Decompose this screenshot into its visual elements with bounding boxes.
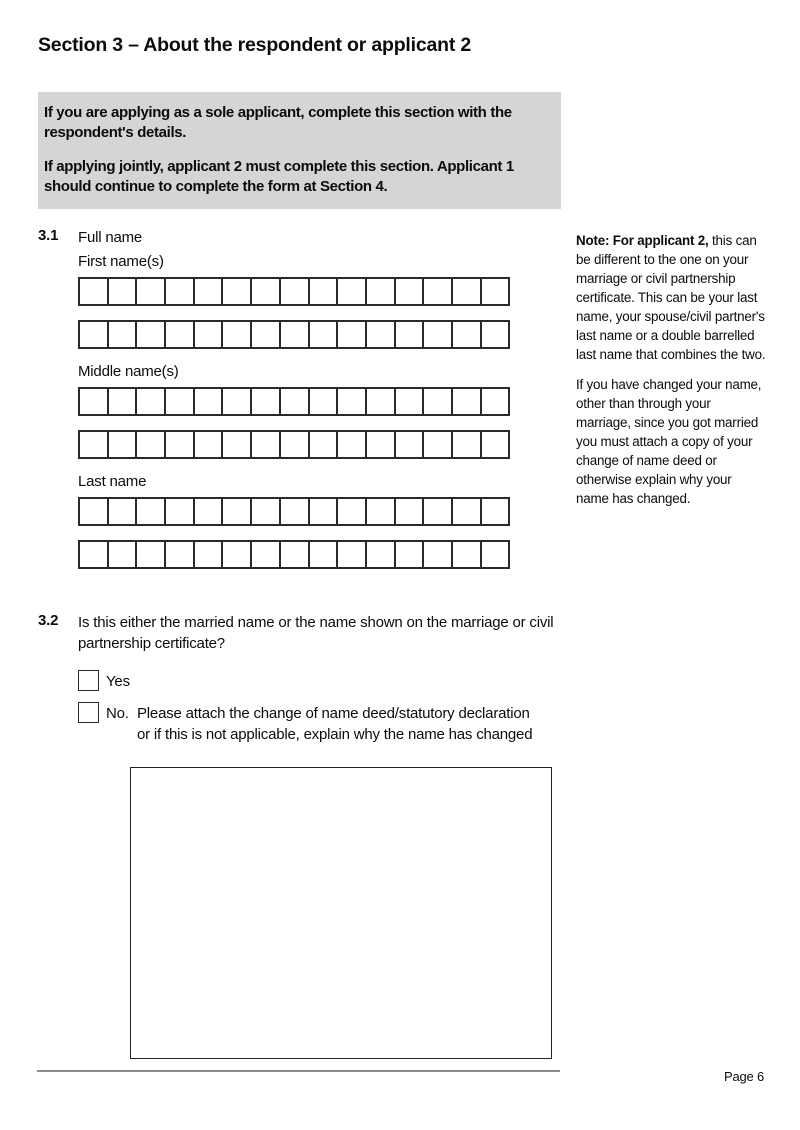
char-box[interactable]	[193, 540, 224, 569]
char-box[interactable]	[279, 540, 310, 569]
question-label: Full name	[78, 229, 143, 246]
char-box[interactable]	[336, 497, 367, 526]
question-number: 3.1	[38, 227, 59, 244]
question-3-1	[38, 227, 560, 248]
char-box[interactable]	[394, 430, 425, 459]
char-box[interactable]	[250, 430, 281, 459]
char-box[interactable]	[78, 497, 109, 526]
char-box[interactable]	[279, 387, 310, 416]
char-box[interactable]	[135, 540, 166, 569]
char-box[interactable]	[451, 430, 482, 459]
margin-note	[576, 231, 766, 508]
char-box[interactable]	[422, 540, 453, 569]
instruction-paragraph: If applying jointly, applicant 2 must complete this section. Applicant 1 should continue to complete the form at Section 4.	[44, 158, 514, 195]
footer-rule	[37, 1070, 560, 1072]
char-box[interactable]	[193, 497, 224, 526]
char-box[interactable]	[422, 430, 453, 459]
char-box[interactable]	[365, 320, 396, 349]
char-box[interactable]	[250, 540, 281, 569]
char-row-last-name-2	[78, 540, 540, 569]
char-box[interactable]	[164, 277, 195, 306]
char-box[interactable]	[250, 497, 281, 526]
char-box[interactable]	[336, 540, 367, 569]
char-box[interactable]	[394, 540, 425, 569]
char-box[interactable]	[78, 430, 109, 459]
option-yes	[78, 670, 130, 692]
char-box[interactable]	[135, 387, 166, 416]
char-box[interactable]	[107, 497, 138, 526]
char-box[interactable]	[480, 387, 511, 416]
char-box[interactable]	[78, 277, 109, 306]
margin-note-paragraph: If you have changed your name, other than through your marriage, since you got married you must attach a copy of your change of name deed or otherwise explain why your name has changed.	[576, 377, 762, 506]
char-box[interactable]	[394, 387, 425, 416]
char-box[interactable]	[480, 320, 511, 349]
char-box[interactable]	[164, 540, 195, 569]
char-box[interactable]	[336, 430, 367, 459]
char-box[interactable]	[308, 320, 339, 349]
char-box[interactable]	[135, 430, 166, 459]
char-box[interactable]	[107, 320, 138, 349]
char-box[interactable]	[451, 540, 482, 569]
char-box[interactable]	[164, 387, 195, 416]
char-box[interactable]	[164, 497, 195, 526]
char-row-first-name-2	[78, 320, 540, 349]
char-box[interactable]	[480, 540, 511, 569]
field-label-first-name: First name(s)	[78, 253, 164, 270]
char-box[interactable]	[308, 387, 339, 416]
char-box[interactable]	[193, 430, 224, 459]
char-box[interactable]	[422, 497, 453, 526]
page-number: Page 6	[723, 1069, 764, 1084]
page-title: Section 3 – About the respondent or applicant 2	[38, 34, 472, 56]
char-box[interactable]	[308, 540, 339, 569]
yes-label: Yes	[106, 673, 130, 690]
char-box[interactable]	[107, 387, 138, 416]
no-checkbox[interactable]	[78, 702, 99, 723]
char-box[interactable]	[250, 320, 281, 349]
char-box[interactable]	[394, 497, 425, 526]
char-row-middle-name-2	[78, 430, 540, 459]
char-box[interactable]	[78, 387, 109, 416]
char-box[interactable]	[451, 387, 482, 416]
char-box[interactable]	[422, 387, 453, 416]
instruction-box	[38, 92, 561, 209]
char-box[interactable]	[480, 430, 511, 459]
char-box[interactable]	[221, 277, 252, 306]
char-box[interactable]	[365, 497, 396, 526]
char-box[interactable]	[336, 387, 367, 416]
char-box[interactable]	[365, 540, 396, 569]
field-first-name	[78, 253, 540, 349]
no-prefix: No.	[106, 705, 129, 722]
char-box[interactable]	[78, 320, 109, 349]
char-box[interactable]	[308, 497, 339, 526]
question-number: 3.2	[38, 612, 59, 629]
char-box[interactable]	[107, 540, 138, 569]
char-box[interactable]	[221, 387, 252, 416]
margin-note-bold: Note: For applicant 2,	[576, 233, 709, 248]
field-label-middle-name: Middle name(s)	[78, 363, 179, 380]
char-box[interactable]	[365, 277, 396, 306]
char-box[interactable]	[451, 497, 482, 526]
margin-note-text: this can be different to the one on your marriage or civil partnership certificate. This can be your last name, your spouse/civil partner's last name or a double barrelled last name that combines the two.	[576, 233, 766, 362]
char-box[interactable]	[336, 320, 367, 349]
margin-note-paragraph	[576, 231, 766, 364]
char-box[interactable]	[107, 277, 138, 306]
field-label-last-name: Last name	[78, 473, 147, 490]
question-text: Is this either the married name or the name shown on the marriage or civil partnership certificate?	[78, 614, 554, 652]
no-label: Please attach the change of name deed/statutory declaration or if this is not applicable, explain why the name has changed	[137, 705, 533, 743]
char-box[interactable]	[422, 277, 453, 306]
char-box[interactable]	[279, 497, 310, 526]
char-row-middle-name-1	[78, 387, 540, 416]
char-box[interactable]	[308, 430, 339, 459]
char-box[interactable]	[135, 320, 166, 349]
option-no	[78, 702, 542, 745]
char-box[interactable]	[221, 320, 252, 349]
char-box[interactable]	[250, 387, 281, 416]
char-box[interactable]	[480, 277, 511, 306]
char-box[interactable]	[308, 277, 339, 306]
instruction-paragraph: If you are applying as a sole applicant, complete this section with the respondent's details.	[44, 104, 512, 141]
char-box[interactable]	[107, 430, 138, 459]
char-box[interactable]	[135, 497, 166, 526]
char-box[interactable]	[279, 277, 310, 306]
char-box[interactable]	[250, 277, 281, 306]
char-box[interactable]	[365, 430, 396, 459]
char-box[interactable]	[164, 320, 195, 349]
char-box[interactable]	[394, 277, 425, 306]
char-box[interactable]	[221, 540, 252, 569]
char-box[interactable]	[451, 277, 482, 306]
name-change-explanation-box[interactable]	[130, 767, 552, 1059]
char-box[interactable]	[221, 497, 252, 526]
question-3-2	[38, 612, 560, 654]
char-box[interactable]	[193, 387, 224, 416]
char-box[interactable]	[193, 320, 224, 349]
field-middle-name	[78, 363, 540, 459]
char-row-last-name-1	[78, 497, 540, 526]
char-box[interactable]	[193, 277, 224, 306]
name-fields	[78, 253, 540, 583]
char-box[interactable]	[164, 430, 195, 459]
char-box[interactable]	[480, 497, 511, 526]
char-box[interactable]	[279, 430, 310, 459]
char-box[interactable]	[78, 540, 109, 569]
char-box[interactable]	[135, 277, 166, 306]
yes-checkbox[interactable]	[78, 670, 99, 691]
char-box[interactable]	[279, 320, 310, 349]
char-row-first-name-1	[78, 277, 540, 306]
char-box[interactable]	[451, 320, 482, 349]
field-last-name	[78, 473, 540, 569]
char-box[interactable]	[365, 387, 396, 416]
char-box[interactable]	[336, 277, 367, 306]
char-box[interactable]	[394, 320, 425, 349]
char-box[interactable]	[221, 430, 252, 459]
char-box[interactable]	[422, 320, 453, 349]
